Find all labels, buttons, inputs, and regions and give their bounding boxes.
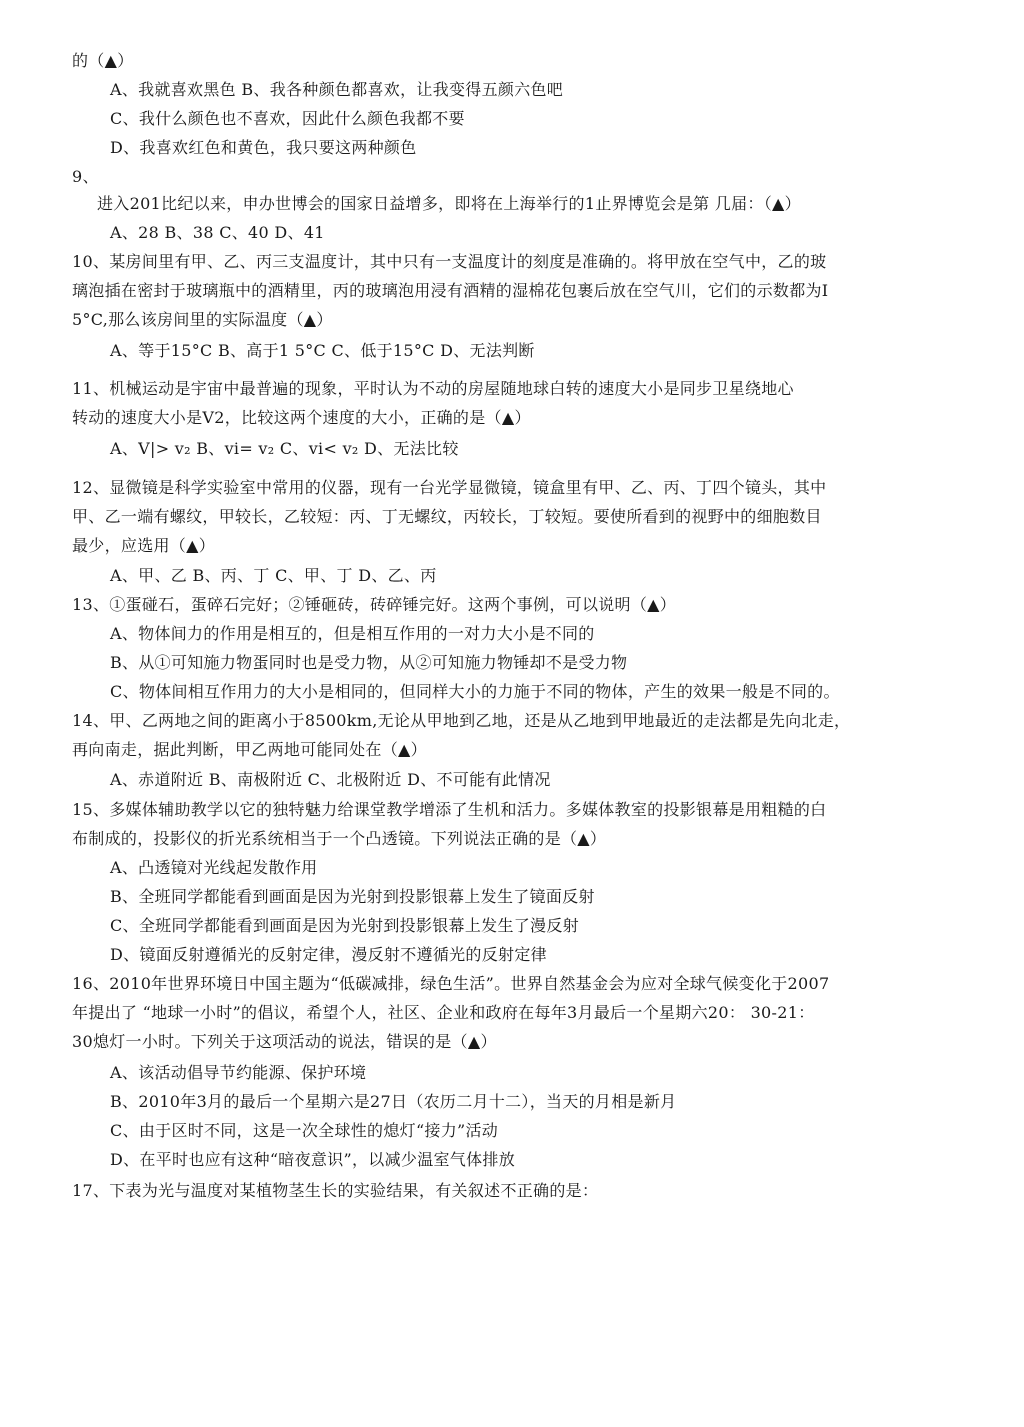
- q16-option-b: B、2010年3月的最后一个星期六是27日（农历二月十二），当天的月相是新月: [110, 1092, 677, 1111]
- q8-stem-end: 的（▲）: [72, 51, 134, 70]
- q15-stem-line2: 布制成的，投影仪的折光系统相当于一个凸透镜。下列说法正确的是（▲）: [72, 829, 607, 848]
- q15-stem-line1: 15、多媒体辅助教学以它的独特魅力给课堂教学增添了生机和活力。多媒体教室的投影银幕是用粗糙的白: [72, 800, 827, 819]
- q13-stem: 13、①蛋碰石，蛋碎石完好；②锤砸砖，砖碎锤完好。这两个事例，可以说明（▲）: [72, 595, 677, 614]
- q12-stem-line2: 甲、乙一端有螺纹，甲较长，乙较短：丙、丁无螺纹，丙较长，丁较短。要使所看到的视野中的细胞数目: [72, 507, 822, 526]
- q13-option-a: A、物体间力的作用是相互的，但是相互作用的一对力大小是不同的: [110, 624, 595, 643]
- q15-option-c: C、全班同学都能看到画面是因为光射到投影银幕上发生了漫反射: [110, 916, 579, 935]
- q8-option-d: D、我喜欢红色和黄色，我只要这两种颜色: [110, 138, 417, 157]
- q15-option-b: B、全班同学都能看到画面是因为光射到投影银幕上发生了镜面反射: [110, 887, 595, 906]
- q8-option-ab: A、我就喜欢黑色 B、我各种颜色都喜欢，让我变得五颜六色吧: [110, 80, 564, 99]
- q9-stem: 进入201比纪以来，申办世博会的国家日益增多，即将在上海举行的1止界博览会是第 几届：（▲）: [97, 194, 801, 213]
- q15-option-a: A、凸透镜对光线起发散作用: [110, 858, 318, 877]
- q10-stem-line1: 10、某房间里有甲、乙、丙三支温度计，其中只有一支温度计的刻度是准确的。将甲放在空气中，乙的玻: [72, 252, 827, 271]
- q11-stem-line2: 转动的速度大小是V2，比较这两个速度的大小，正确的是（▲）: [72, 408, 531, 427]
- q14-stem-line2: 再向南走，据此判断，甲乙两地可能同处在（▲）: [72, 740, 427, 759]
- q15-option-d: D、镜面反射遵循光的反射定律，漫反射不遵循光的反射定律: [110, 945, 547, 964]
- q14-stem-line1: 14、甲、乙两地之间的距离小于8500km,无论从甲地到乙地，还是从乙地到甲地最近的走法都是先向北走，: [72, 711, 851, 730]
- q14-options: A、赤道附近 B、南极附近 C、北极附近 D、不可能有此情况: [110, 770, 551, 789]
- q13-option-c: C、物体间相互作用力的大小是相同的，但同样大小的力施于不同的物体，产生的效果一般是不同的。: [110, 682, 840, 701]
- q10-stem-line2: 璃泡插在密封于玻璃瓶中的酒精里，丙的玻璃泡用浸有酒精的湿棉花包裹后放在空气川，它们的示数都为I: [72, 281, 829, 300]
- q12-stem-line3: 最少，应选用（▲）: [72, 536, 216, 555]
- q9-options: A、28 B、38 C、40 D、41: [110, 223, 325, 242]
- q16-stem-line3: 30熄灯一小时。下列关于这项活动的说法，错误的是（▲）: [72, 1032, 497, 1051]
- q12-options: A、甲、乙 B、丙、丁 C、甲、丁 D、乙、丙: [110, 566, 437, 585]
- q16-option-d: D、在平时也应有这种“暗夜意识”，以减少温室气体排放: [110, 1150, 515, 1169]
- q16-stem-line1: 16、2010年世界环境日中国主题为“低碳减排，绿色生活”。世界自然基金会为应对全球气候变化于2007: [72, 974, 830, 993]
- q11-options: A、V|> v₂ B、vi= v₂ C、vi< v₂ D、无法比较: [110, 439, 459, 458]
- q12-stem-line1: 12、显微镜是科学实验室中常用的仪器，现有一台光学显微镜，镜盒里有甲、乙、丙、丁四个镜头，其中: [72, 478, 827, 497]
- q10-options: A、等于15°C B、高于1 5°C C、低于15°C D、无法判断: [110, 341, 535, 360]
- q11-stem-line1: 11、机械运动是宇宙中最普遍的现象，平时认为不动的房屋随地球白转的速度大小是同步卫星绕地心: [72, 379, 794, 398]
- q16-option-a: A、该活动倡导节约能源、保护环境: [110, 1063, 367, 1082]
- q10-stem-line3: 5°C,那么该房间里的实际温度（▲）: [72, 310, 333, 329]
- q16-option-c: C、由于区时不同，这是一次全球性的熄灯“接力”活动: [110, 1121, 499, 1140]
- q9-number: 9、: [72, 167, 99, 186]
- q16-stem-line2: 年提出了 “地球一小时”的倡议，希望个人，社区、企业和政府在每年3月最后一个星期六20： 30-21：: [72, 1003, 815, 1022]
- q8-option-c: C、我什么颜色也不喜欢，因此什么颜色我都不要: [110, 109, 465, 128]
- q17-stem: 17、下表为光与温度对某植物茎生长的实验结果，有关叙述不正确的是：: [72, 1181, 599, 1200]
- q13-option-b: B、从①可知施力物蛋同时也是受力物，从②可知施力物锤却不是受力物: [110, 653, 628, 672]
